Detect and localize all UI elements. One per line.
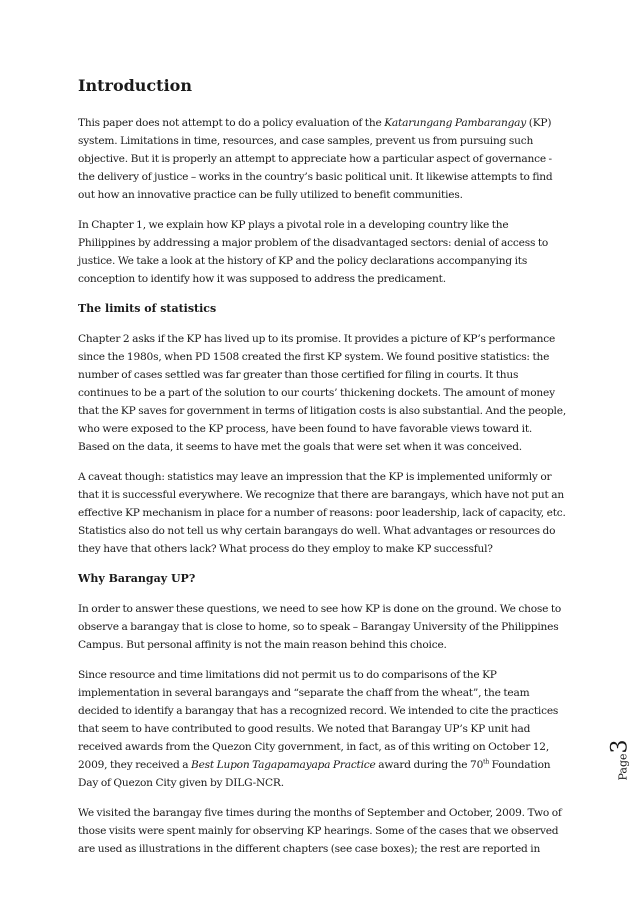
- page-number-value: 3: [607, 739, 633, 754]
- intro-p1-emphasis: Katarungang Pambarangay: [384, 117, 527, 129]
- limits-paragraph-1: Chapter 2 asks if the KP has lived up to its promise. It provides a picture of KP’s performance since the 1980s, when PD 1508 created the first KP system. We found positive statistics: the number of cases settled was far greater than those certified for filing in courts. It thus continues to be a part of the solution to our courts’ thickening dockets. The amount of money that the KP saves for government in terms of litigation costs is also substantial. And the people, who were exposed to the KP process, have been found to have favorable views toward it. Based on the data, it seems to have met the goals that were set when it was conceived.: [78, 333, 566, 453]
- why-paragraph-1: In order to answer these questions, we need to see how KP is done on the ground. We chose to observe a barangay that is close to home, so to speak – Barangay University of the Philippines Campus. But personal affinity is not the main reason behind this choice.: [78, 603, 562, 651]
- page-number: [605, 730, 635, 790]
- page-number-label: Page: [616, 753, 630, 781]
- intro-p1-text-b: (KP) system. Limitations in time, resources, and case samples, prevent us from pursuing such objective. But it is properly an attempt to appreciate how a particular aspect of governance - the delivery of justice – works in the country’s basic political unit. It likewise attempts to find out how an innovative practice can be fully utilized to benefit communities.: [78, 117, 553, 201]
- why-paragraph-3: We visited the barangay five times during the months of September and October, 2009. Two of those visits were spent mainly for observing KP hearings. Some of the cases that we observed are used as illustrations in the different chapters (see case boxes); the rest are reported in: [78, 807, 562, 855]
- intro-p1-text-a: This paper does not attempt to do a policy evaluation of the: [78, 117, 385, 129]
- why-p2-text-a: Since resource and time limitations did not permit us to do comparisons of the KP implementation in several barangays and “separate the chaff from the wheat”, the team decided to identify a barangay that has a recognized record. We intended to cite the practices that seem to have contributed to good results. We noted that Barangay UP’s KP unit had received awards from the Quezon City government, in fact, as of this writing on October 12, 2009, they received a: [78, 669, 559, 771]
- why-paragraph-2: [78, 666, 566, 792]
- subheading-why-barangay-up: Why Barangay UP?: [78, 572, 196, 585]
- subheading-limits-of-statistics: The limits of statistics: [78, 302, 217, 315]
- why-p2-emphasis: Best Lupon Tagapamayapa Practice: [191, 759, 376, 771]
- document-body: [78, 76, 566, 870]
- intro-paragraph-1: [78, 114, 566, 204]
- section-heading-introduction: Introduction: [78, 76, 192, 95]
- limits-paragraph-2: A caveat though: statistics may leave an impression that the KP is implemented uniformly or that it is successful everywhere. We recognize that there are barangays, which have not put an effective KP mechanism in place for a number of reasons: poor leadership, lack of capacity, etc. Statistics also do not tell us why certain barangays do well. What advantages or resources do they have that others lack? What process do they employ to make KP successful?: [78, 471, 566, 555]
- intro-paragraph-2: In Chapter 1, we explain how KP plays a pivotal role in a developing country like the Philippines by addressing a major problem of the disadvantaged sectors: denial of access to justice. We take a look at the history of KP and the policy declarations accompanying its conception to identify how it was supposed to address the predicament.: [78, 219, 549, 285]
- why-p2-text-b: award during the 70: [375, 759, 484, 771]
- why-p2-text-c: Foundation Day of Quezon City given by DILG-NCR.: [78, 759, 551, 789]
- why-p2-superscript: th: [483, 758, 490, 766]
